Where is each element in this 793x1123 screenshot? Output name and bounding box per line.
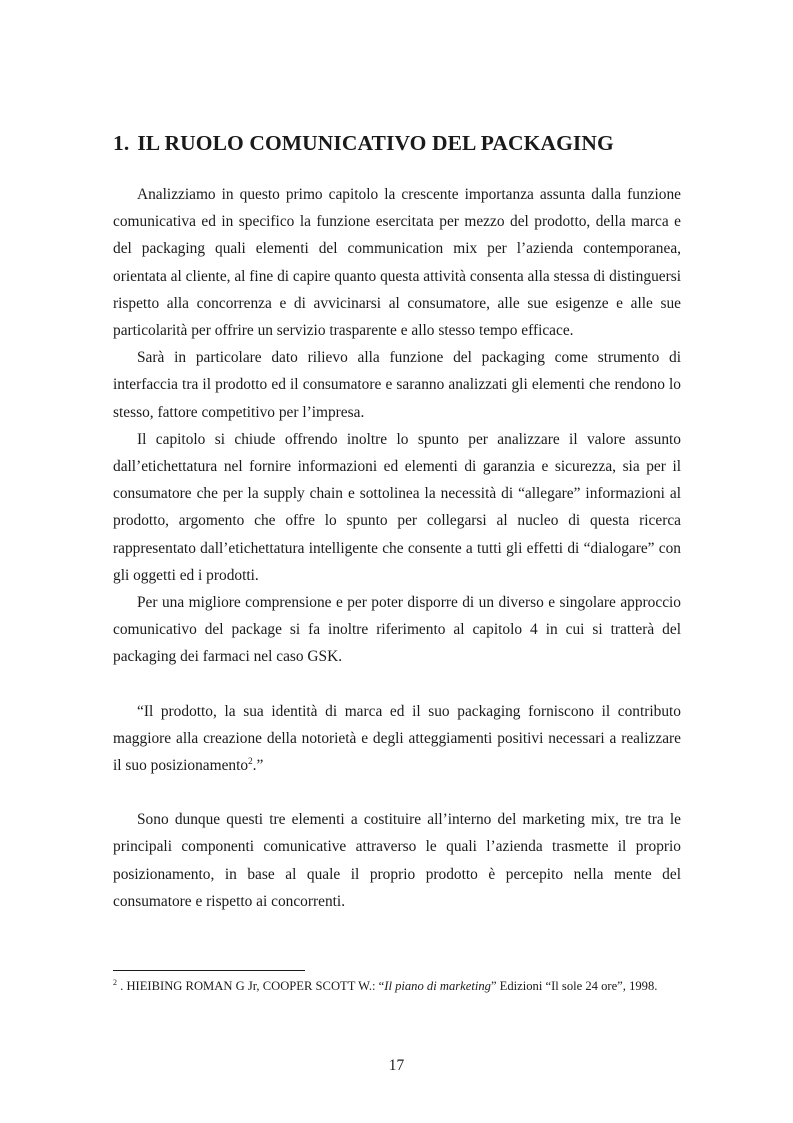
quote-paragraph bbox=[113, 698, 681, 780]
footnote bbox=[113, 978, 681, 995]
paragraph-intro: Analizziamo in questo primo capitolo la crescente importanza assunta dalla funzione comunicativa ed in specifico la funzione esercitata per mezzo del prodotto, della marca e del packaging quali elementi del communication mix per l’azienda contemporanea, orientata al cliente, al fine di capire quanto questa attività consenta alla stessa di distinguersi rispetto alla concorrenza e di avvicinarsi al consumatore, alle sue esigenze e alle sue particolarità per offrire un servizio trasparente e allo stesso tempo efficace. bbox=[113, 186, 681, 340]
chapter-title bbox=[113, 130, 693, 156]
chapter-number: 1. bbox=[113, 131, 130, 155]
page-number: 17 bbox=[388, 1057, 405, 1074]
chapter-title-text: IL RUOLO COMUNICATIVO DEL PACKAGING bbox=[137, 131, 614, 155]
footnote-reference[interactable]: 2 bbox=[248, 756, 253, 767]
quote-closing: .” bbox=[252, 757, 264, 775]
body-text bbox=[113, 181, 681, 915]
footnote-authors: . HIEIBING ROMAN G Jr, COOPER SCOTT W.: “ bbox=[117, 979, 385, 993]
footnote-publisher: ” Edizioni “Il sole 24 ore”, 1998. bbox=[490, 979, 658, 993]
footnote-divider bbox=[113, 970, 305, 971]
paragraph-packaging-interface: Sarà in particolare dato rilievo alla funzione del packaging come strumento di interfaccia tra il prodotto ed il consumatore e saranno analizzati gli elementi che rendono lo stesso, fattore competitivo per l’impresa. bbox=[113, 349, 681, 421]
quote-text: “Il prodotto, la sua identità di marca ed il suo packaging forniscono il contributo maggiore alla creazione della notorietà e degli atteggiamenti positivi necessari a realizzare il suo posizionamento bbox=[113, 702, 681, 775]
paragraph-conclusion: Sono dunque questi tre elementi a costituire all’interno del marketing mix, tre tra le principali componenti comunicative attraverso le quali l’azienda trasmette il proprio posizionamento, in base al quale il proprio prodotto è percepito nella mente del consumatore e rispetto ai concorrenti. bbox=[113, 811, 681, 910]
paragraph-labeling: Il capitolo si chiude offrendo inoltre lo spunto per analizzare il valore assunto dall’etichettatura nel fornire informazioni ed elementi di garanzia e sicurezza, sia per il consumatore che per la supply chain e sottolinea la necessità di “allegare” informazioni al prodotto, argomento che offre lo spunto per collegarsi al nucleo di questa ricerca rappresentato dall’etichettatura intelligente che consente a tutti gli effetti di “dialogare” con gli oggetti ed i prodotti. bbox=[113, 430, 681, 584]
footnote-book-title: Il piano di marketing bbox=[384, 979, 491, 993]
footnote-marker: 2 bbox=[113, 978, 117, 987]
paragraph-gsk-reference: Per una migliore comprensione e per poter disporre di un diverso e singolare approccio comunicativo del package si fa inoltre riferimento al capitolo 4 in cui si tratterà del packaging dei farmaci nel caso GSK. bbox=[113, 594, 681, 666]
